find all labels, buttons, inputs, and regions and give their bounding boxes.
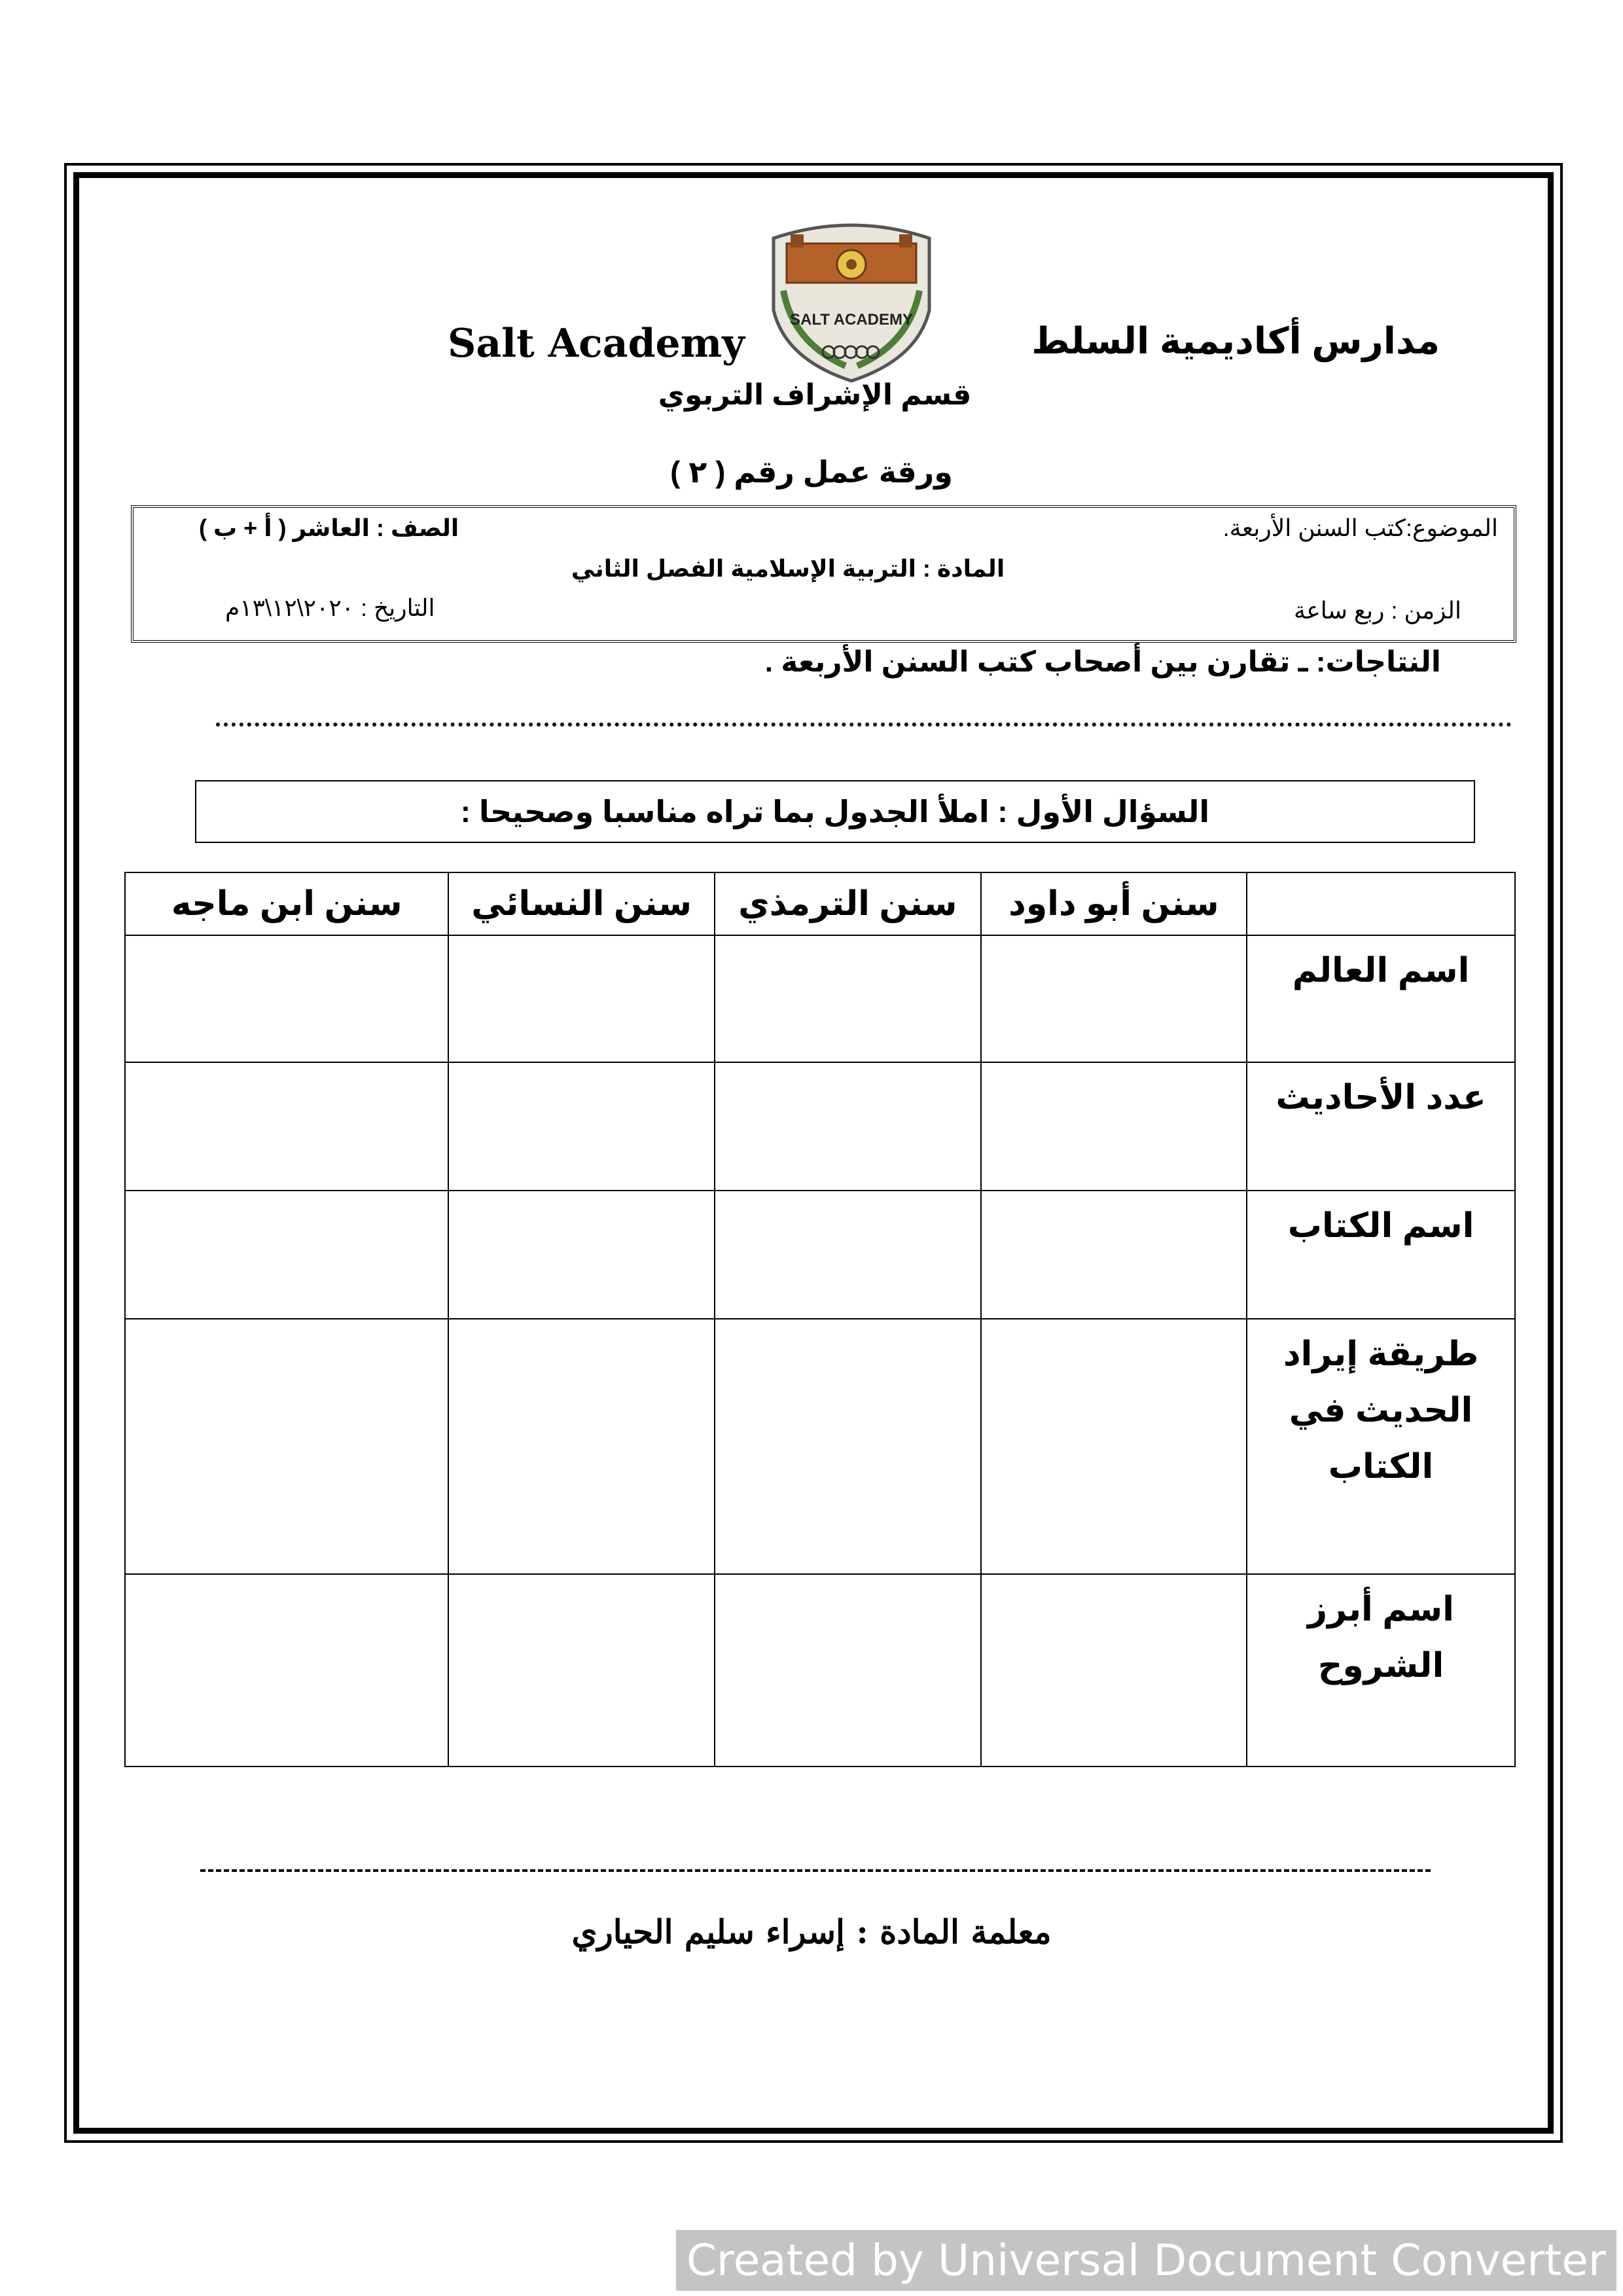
- logo-text: SALT ACADEMY: [790, 311, 913, 329]
- worksheet-info-box: [131, 505, 1516, 643]
- column-header: سنن الترمذي: [715, 872, 981, 935]
- answer-cell[interactable]: [715, 1319, 981, 1574]
- answer-cell[interactable]: [125, 1574, 448, 1767]
- course-label: المادة : التربية الإسلامية الفصل الثاني: [571, 555, 1005, 582]
- separator-line: [200, 1869, 1431, 1872]
- answer-cell[interactable]: [715, 935, 981, 1062]
- answer-cell[interactable]: [448, 1191, 715, 1319]
- answer-cell[interactable]: [125, 1319, 448, 1574]
- row-label: اسم العالم: [1247, 935, 1515, 1062]
- row-label: اسم أبرز الشروح: [1247, 1574, 1515, 1767]
- answer-cell[interactable]: [448, 1574, 715, 1767]
- answer-cell[interactable]: [715, 1062, 981, 1191]
- answer-cell[interactable]: [981, 1191, 1247, 1319]
- question-one-text: السؤال الأول : املأ الجدول بما تراه مناسبا وصحيحا :: [460, 795, 1210, 829]
- answer-cell[interactable]: [125, 935, 448, 1062]
- table-row: [125, 1574, 1515, 1767]
- table-row: [125, 1191, 1515, 1319]
- table-header-row: [125, 872, 1515, 935]
- answer-cell[interactable]: [448, 1319, 715, 1574]
- worksheet-title: ورقة عمل رقم ( ٢ ): [670, 455, 953, 489]
- column-header: سنن أبو داود: [981, 872, 1247, 935]
- answer-cell[interactable]: [448, 1062, 715, 1191]
- grade-label: الصف : العاشر ( أ + ب ): [199, 514, 459, 541]
- answer-cell[interactable]: [981, 935, 1247, 1062]
- table-row: [125, 1062, 1515, 1191]
- row-label: اسم الكتاب: [1247, 1191, 1515, 1319]
- answer-cell[interactable]: [125, 1062, 448, 1191]
- comparison-table: [124, 872, 1516, 1767]
- table-row: [125, 1319, 1515, 1574]
- corner-cell: [1247, 872, 1515, 935]
- column-header: سنن النسائي: [448, 872, 715, 935]
- answer-cell[interactable]: [448, 935, 715, 1062]
- learning-outcomes: النتاجات: ـ تقارن بين أصحاب كتب السنن الأربعة .: [764, 646, 1441, 678]
- row-label: طريقة إيراد الحديث في الكتاب: [1247, 1319, 1515, 1574]
- answer-cell[interactable]: [125, 1191, 448, 1319]
- answer-cell[interactable]: [981, 1574, 1247, 1767]
- duration-label: الزمن : ربع ساعة: [1293, 597, 1461, 624]
- school-name-arabic: مدارس أكاديمية السلط: [1031, 320, 1440, 361]
- dotted-answer-line: [216, 723, 1512, 726]
- converter-watermark: Created by Universal Document Converter: [676, 2230, 1616, 2291]
- topic-label: الموضوع:كتب السنن الأربعة.: [1222, 514, 1498, 541]
- date-label: التاريخ : ٢٠٢٠\١٢\١٣م: [225, 594, 435, 621]
- answer-cell[interactable]: [981, 1062, 1247, 1191]
- row-label: عدد الأحاديث: [1247, 1062, 1515, 1191]
- department-title: قسم الإشراف التربوي: [658, 379, 972, 411]
- answer-cell[interactable]: [981, 1319, 1247, 1574]
- table-row: [125, 935, 1515, 1062]
- answer-cell[interactable]: [715, 1191, 981, 1319]
- school-logo: [747, 212, 955, 384]
- question-one-box: [195, 780, 1475, 843]
- answer-cell[interactable]: [715, 1574, 981, 1767]
- teacher-name: معلمة المادة : إسراء سليم الحياري: [571, 1912, 1052, 1951]
- school-name-english: Salt Academy: [448, 321, 745, 367]
- column-header: سنن ابن ماجه: [125, 872, 448, 935]
